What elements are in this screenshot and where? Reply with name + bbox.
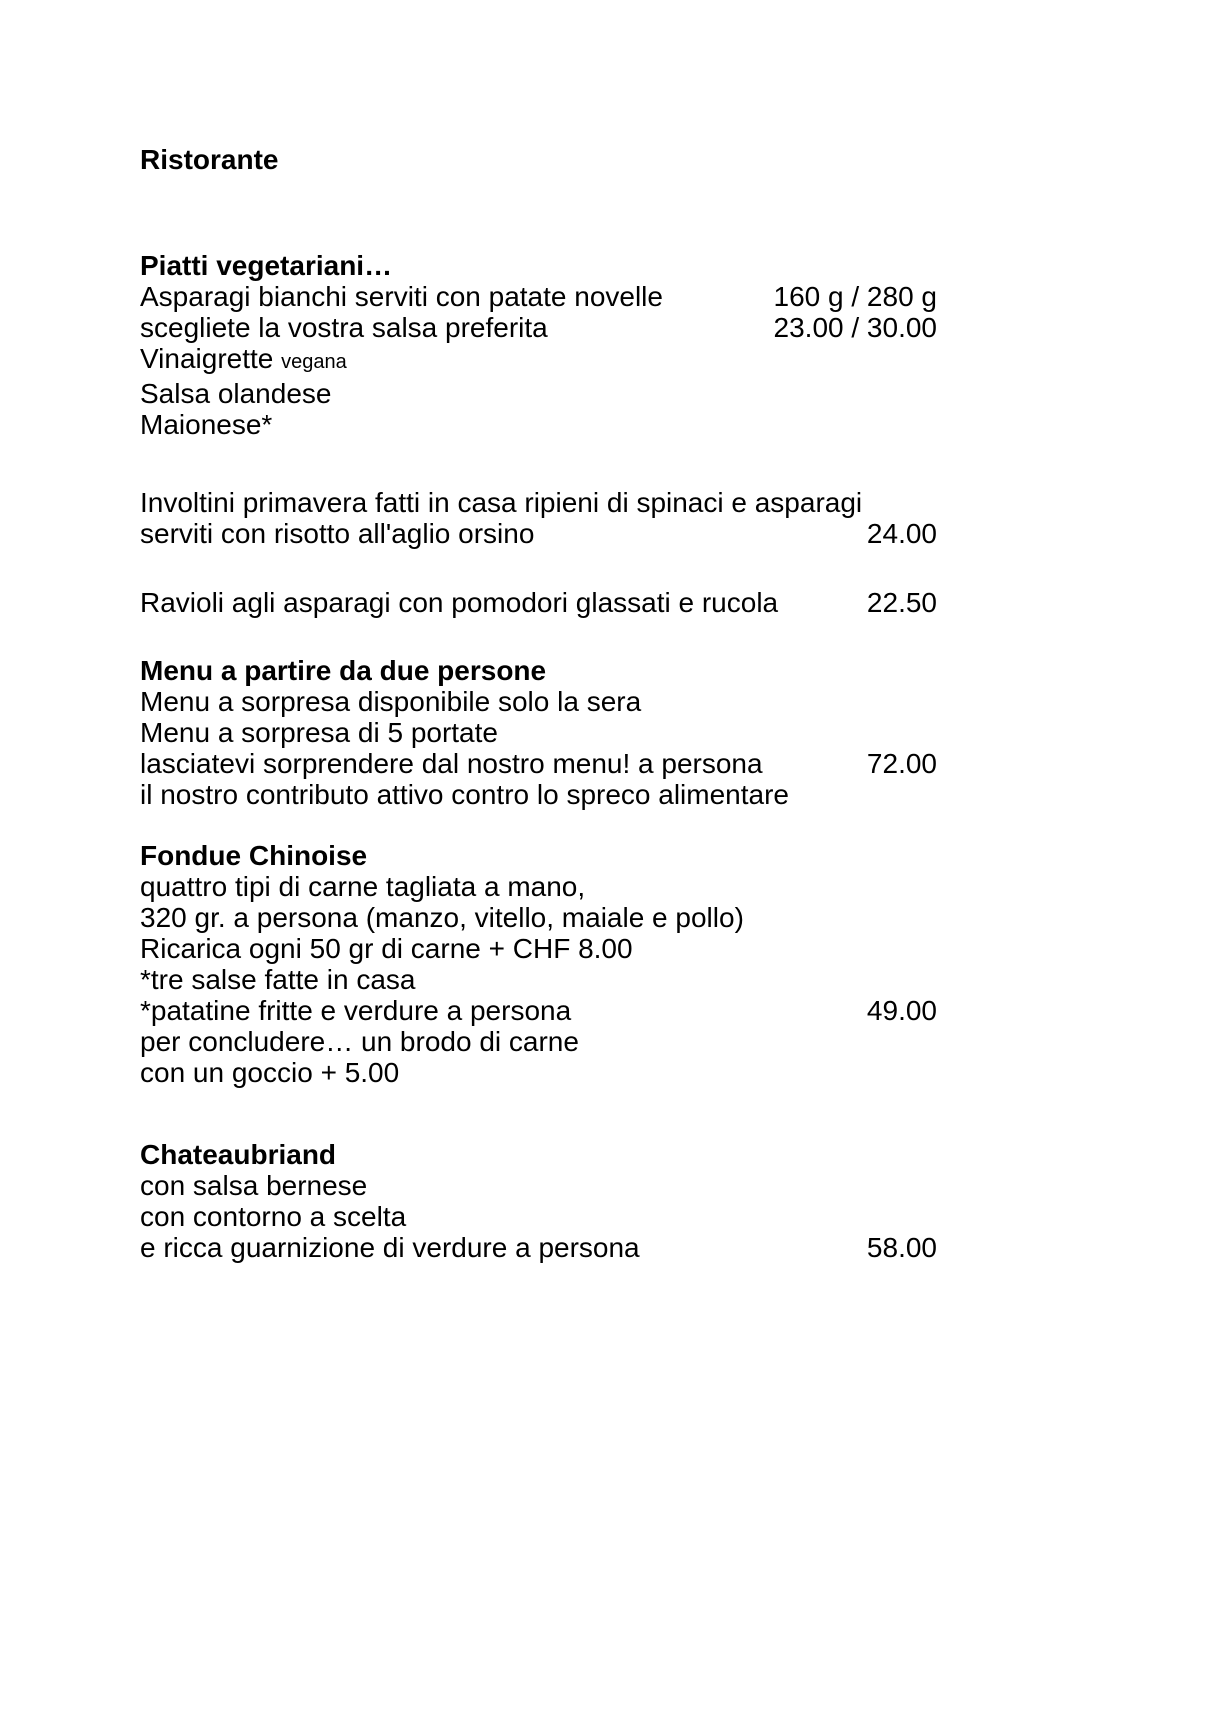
menu-section [140,1139,937,1263]
menu-section [140,487,937,549]
menu-item-row [140,902,937,933]
item-text: scegliete la vostra salsa preferita [140,312,548,343]
item-text: il nostro contributo attivo contro lo spreco alimentare [140,779,789,810]
item-text: Asparagi bianchi serviti con patate novelle [140,281,663,312]
menu-item-row [140,409,937,440]
item-text-group [140,871,937,902]
menu-item-row [140,487,937,518]
item-text-group [140,1057,937,1088]
menu-item-row [140,1170,937,1201]
item-text: Involtini primavera fatti in casa ripieni di spinaci e asparagi [140,487,863,518]
item-text: Menu a sorpresa di 5 portate [140,717,498,748]
item-price: 160 g / 280 g [773,281,937,312]
item-text: Ricarica ogni 50 gr di carne + CHF 8.00 [140,933,633,964]
menu-content [140,144,937,1263]
menu-item-row [140,343,937,378]
item-text: Salsa olandese [140,378,332,409]
menu-section [140,840,937,1088]
item-price: 72.00 [866,748,937,779]
menu-item-row [140,995,937,1026]
item-text-group [140,378,937,409]
item-text: con un goccio + 5.00 [140,1057,400,1088]
item-text-group [140,748,867,779]
item-text: serviti con risotto all'aglio orsino [140,518,535,549]
item-text: 320 gr. a persona (manzo, vitello, maiale e pollo) [140,902,744,933]
menu-item-row [140,933,937,964]
item-text-group [140,1170,937,1201]
item-text-group [140,1201,937,1232]
menu-section [140,655,937,810]
menu-item-row [140,1026,937,1057]
item-text-group [140,343,937,378]
item-text-group [140,281,774,312]
item-text-group [140,587,867,618]
item-text: quattro tipi di carne tagliata a mano, [140,871,586,902]
item-text: e ricca guarnizione di verdure a persona [140,1232,640,1263]
item-text: Maionese* [140,409,273,440]
menu-item-row [140,964,937,995]
item-text-group [140,686,937,717]
item-text: Vinaigrette [140,343,274,374]
menu-item-row [140,378,937,409]
item-text-group [140,779,937,810]
menu-section [140,250,937,440]
item-text: *tre salse fatte in casa [140,964,416,995]
item-text-group [140,312,774,343]
item-text-group [140,518,867,549]
menu-sections [140,250,937,1263]
item-text-group [140,409,937,440]
page-title: Ristorante [140,144,279,175]
item-text-group [140,487,937,518]
section-heading: Chateaubriand [140,1139,337,1170]
item-price: 23.00 / 30.00 [773,312,937,343]
menu-item-row [140,587,937,618]
menu-item-row [140,871,937,902]
menu-item-row [140,748,937,779]
item-text-group [140,717,937,748]
item-price: 24.00 [866,518,937,549]
item-text-group [140,964,937,995]
menu-item-row [140,312,937,343]
menu-item-row [140,717,937,748]
menu-item-row [140,518,937,549]
item-price: 58.00 [866,1232,937,1263]
item-text: per concludere… un brodo di carne [140,1026,579,1057]
item-text-small: vegana [281,351,347,373]
menu-item-row [140,1057,937,1088]
menu-section [140,587,937,618]
item-text-group [140,933,937,964]
item-text-group [140,1026,937,1057]
item-text: *patatine fritte e verdure a persona [140,995,572,1026]
menu-item-row [140,686,937,717]
section-heading: Piatti vegetariani… [140,250,393,281]
item-text: Menu a sorpresa disponibile solo la sera [140,686,642,717]
item-text: con salsa bernese [140,1170,368,1201]
item-price: 49.00 [866,995,937,1026]
item-text: Ravioli agli asparagi con pomodori glassati e rucola [140,587,779,618]
menu-item-row [140,779,937,810]
section-heading: Fondue Chinoise [140,840,368,871]
menu-item-row [140,1201,937,1232]
item-text: con contorno a scelta [140,1201,407,1232]
item-text: lasciatevi sorprendere dal nostro menu! a persona [140,748,763,779]
menu-item-row [140,281,937,312]
item-text-group [140,995,867,1026]
item-text-group [140,902,937,933]
menu-item-row [140,1232,937,1263]
item-price: 22.50 [866,587,937,618]
item-text-group [140,1232,867,1263]
section-heading: Menu a partire da due persone [140,655,547,686]
